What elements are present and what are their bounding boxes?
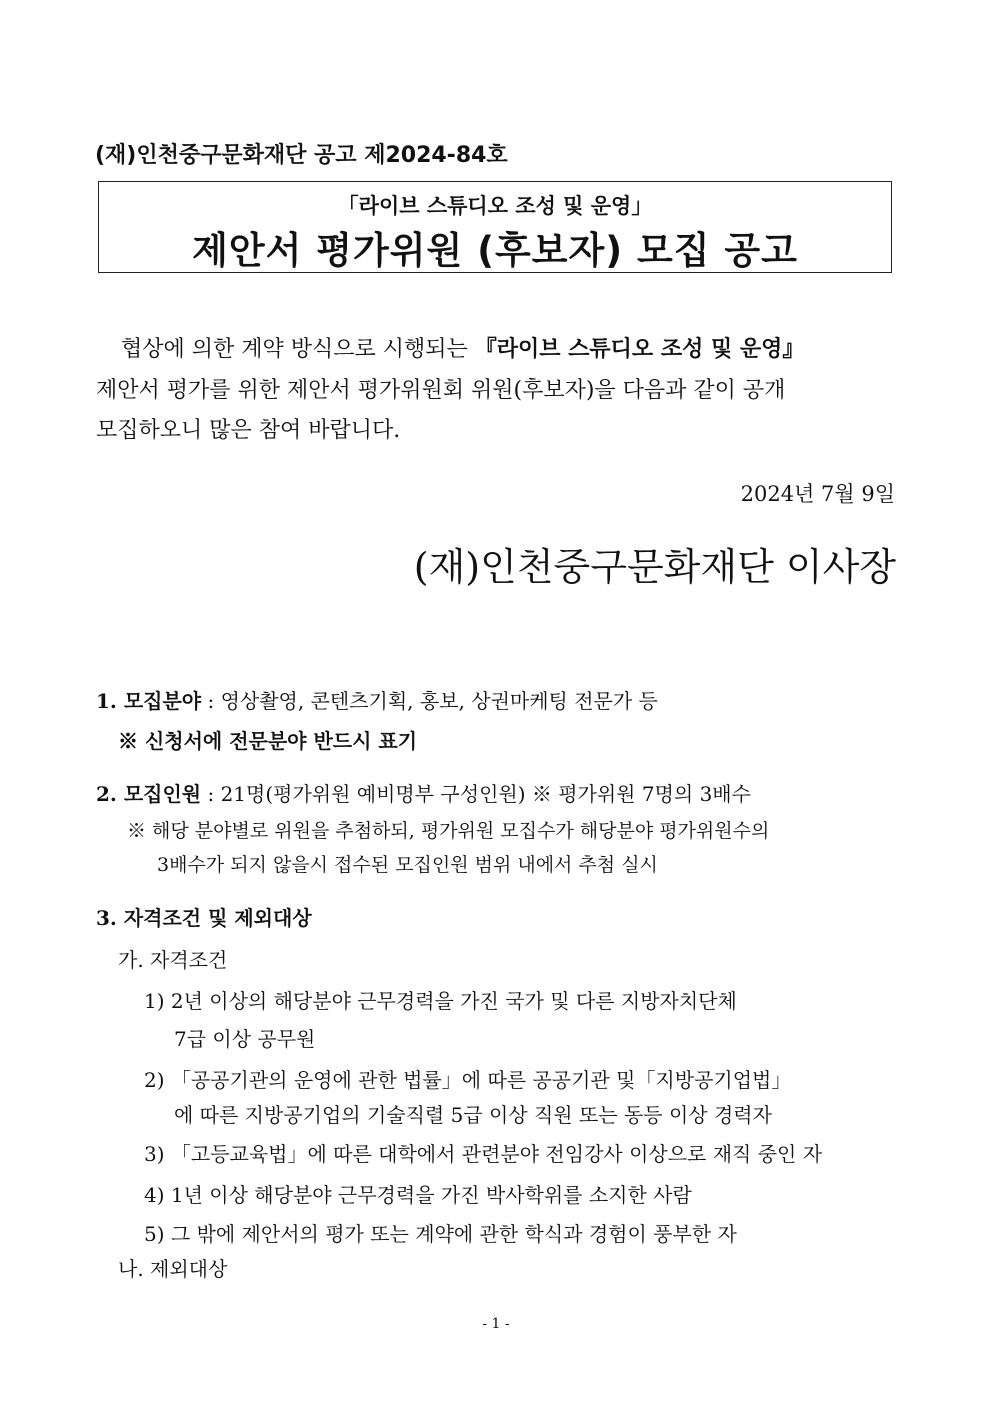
section-1 <box>96 685 658 714</box>
section-2-note-line-2: 3배수가 되지 않을시 접수된 모집인원 범위 내에서 추첨 실시 <box>157 854 658 876</box>
qualification-4: 4) 1년 이상 해당분야 근무경력을 가진 박사학위를 소지한 사람 <box>144 1183 692 1207</box>
intro-line-3: 모집하오니 많은 참여 바랍니다. <box>96 418 401 443</box>
notice-date: 2024년 7월 9일 <box>740 482 895 506</box>
qualification-2-line-1: 2) 「공공기관의 운영에 관한 법률」에 따른 공공기관 및「지방공기업법」 <box>144 1068 792 1092</box>
intro-line-1-text: 협상에 의한 계약 방식으로 시행되는 <box>121 337 468 362</box>
section-3-sub-a: 가. 자격조건 <box>118 948 228 972</box>
qualification-1-line-2: 7급 이상 공무원 <box>174 1027 316 1051</box>
document-title: 제안서 평가위원 (후보자) 모집 공고 <box>192 229 798 272</box>
title-box <box>98 181 892 273</box>
intro-line-1 <box>121 332 804 363</box>
page-number: - 1 - <box>482 1316 510 1332</box>
notice-number: (재)인천중구문화재단 공고 제2024-84호 <box>95 143 508 168</box>
intro-line-2: 제안서 평가를 위한 제안서 평가위원회 위원(후보자)을 다음과 같이 공개 <box>96 378 786 403</box>
project-name: 『라이브 스튜디오 조성 및 운영』 <box>474 336 805 362</box>
qualification-1-line-1: 1) 2년 이상의 해당분야 근무경력을 가진 국가 및 다른 지방자치단체 <box>144 989 737 1013</box>
qualification-3: 3) 「고등교육법」에 따른 대학에서 관련분야 전임강사 이상으로 재직 중인 자 <box>144 1142 823 1166</box>
qualification-2-line-2: 에 따른 지방공기업의 기술직렬 5급 이상 직원 또는 동등 이상 경력자 <box>174 1103 772 1127</box>
section-2-label: 2. 모집인원 <box>96 782 202 806</box>
section-2 <box>96 778 751 807</box>
section-2-note-line-1: ※ 해당 분야별로 위원을 추첨하되, 평가위원 모집수가 해당분야 평가위원수의 <box>127 820 770 842</box>
document-subtitle: 「라이브 스튜디오 조성 및 운영」 <box>337 194 653 218</box>
section-1-note: ※ 신청서에 전문분야 반드시 표기 <box>118 729 418 753</box>
section-3-label: 3. 자격조건 및 제외대상 <box>96 906 312 930</box>
signer: (재)인천중구문화재단 이사장 <box>413 545 896 589</box>
section-1-label: 1. 모집분야 <box>96 689 202 713</box>
qualification-5: 5) 그 밖에 제안서의 평가 또는 계약에 관한 학식과 경험이 풍부한 자 <box>144 1222 737 1246</box>
section-2-value: : 21명(평가위원 예비명부 구성인원) ※ 평가위원 7명의 3배수 <box>207 782 751 806</box>
section-3-sub-b: 나. 제외대상 <box>118 1257 228 1281</box>
section-1-value: : 영상촬영, 콘텐츠기획, 홍보, 상권마케팅 전문가 등 <box>207 689 658 713</box>
